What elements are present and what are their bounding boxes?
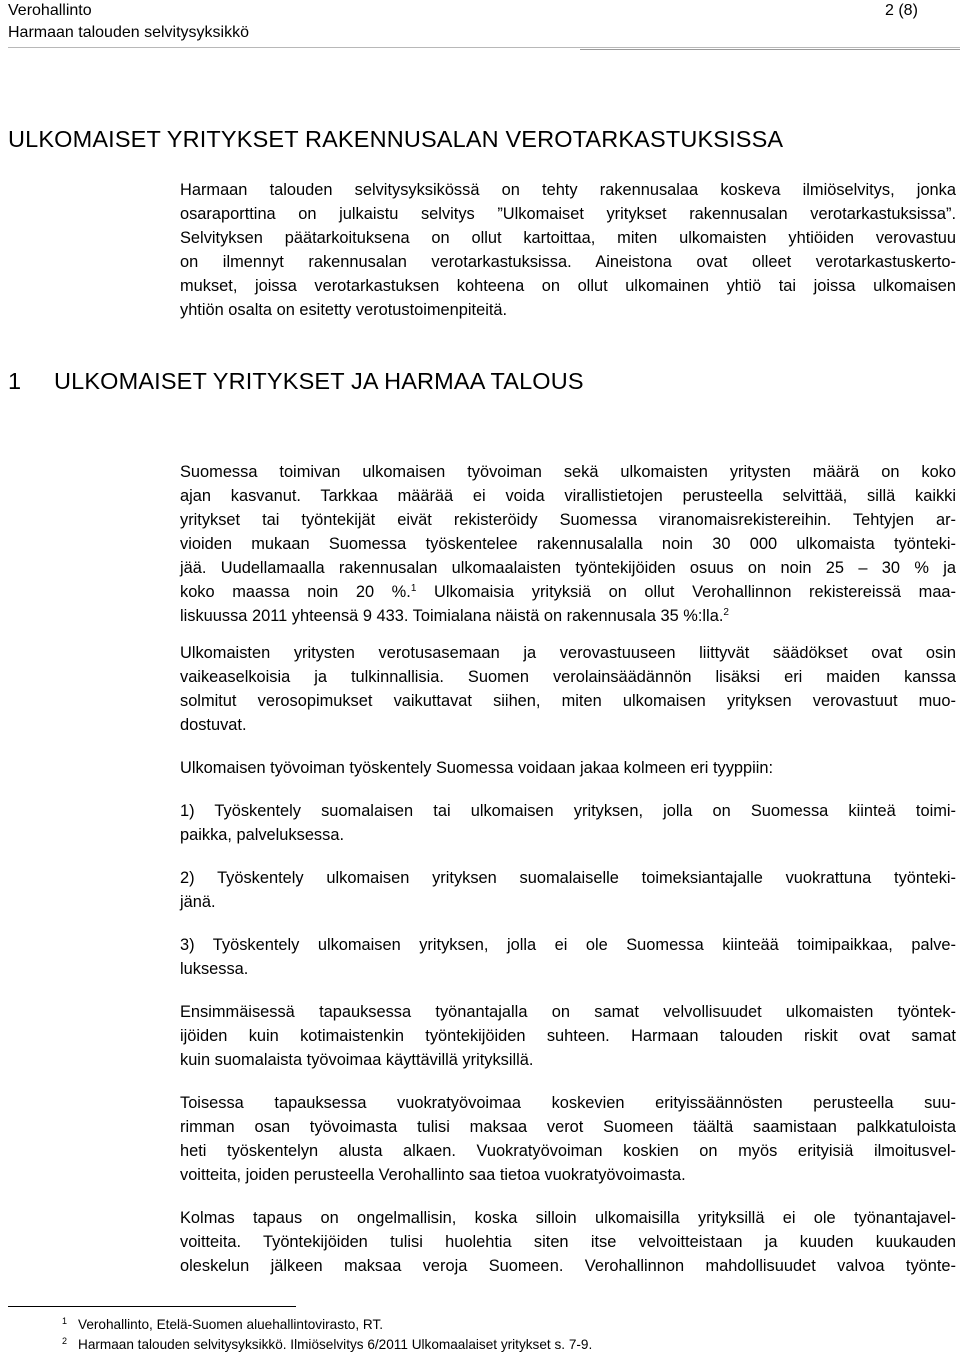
paragraph-text: koko maassa noin 20 %. bbox=[180, 583, 411, 601]
paragraph-line: Ensimmäisessä tapauksessa työnantajalla on samat velvollisuudet ulkomaisten työntek- bbox=[180, 1003, 956, 1021]
document-title: ULKOMAISET YRITYKSET RAKENNUSALAN VEROTARKASTUKSISSA bbox=[8, 126, 784, 152]
intro-line: on ilmennyt rakennusalan verotarkastuksissa. Aineistona ovat olleet verotarkastuskerto- bbox=[180, 253, 956, 271]
paragraph-line: voitteita, joiden perusteella Verohallinto saa tietoa vuokratyövoimasta. bbox=[180, 1166, 686, 1184]
list-item-line: 3) Työskentely ulkomaisen yrityksen, jolla ei ole Suomessa kiinteää toimipaikkaa, palve- bbox=[180, 936, 956, 954]
paragraph-line bbox=[180, 580, 956, 604]
paragraph-3: Ulkomaisen työvoiman työskentely Suomessa voidaan jakaa kolmeen eri tyyppiin: bbox=[180, 759, 774, 777]
list-item-line: 2) Työskentely ulkomaisen yrityksen suomalaiselle toimeksiantajalle vuokrattuna työnteki- bbox=[180, 869, 956, 887]
list-item-line: luksessa. bbox=[180, 960, 249, 978]
paragraph-line: vioiden mukaan Suomessa työskentelee rakennusalalla noin 30 000 ulkomaista työnteki- bbox=[180, 535, 956, 553]
paragraph-line: Toisessa tapauksessa vuokratyövoimaa koskevien erityissäännösten perusteella suu- bbox=[180, 1094, 956, 1112]
intro-line: osaraporttina on julkaistu selvitys ”Ulkomaiset yritykset rakennusalan verotarkastuksissa”. bbox=[180, 205, 956, 223]
paragraph-text: Ulkomaisia yrityksiä on ollut Verohallinnon rekistereissä maa- bbox=[416, 583, 957, 601]
paragraph-line: rimman osan työvoimasta tulisi maksaa verot Suomeen täältä saamistaan palkkatuloista bbox=[180, 1118, 956, 1136]
section-title: ULKOMAISET YRITYKSET JA HARMAA TALOUS bbox=[54, 368, 584, 394]
intro-line: Selvityksen päätarkoituksena on ollut kartoittaa, miten ulkomaisten yhtiöiden verovastuu bbox=[180, 229, 956, 247]
paragraph-line bbox=[180, 604, 956, 628]
intro-line: mukset, joissa verotarkastuksen kohteena on ollut ulkomainen yhtiö tai joissa ulkomaisen bbox=[180, 277, 956, 295]
header-org: Verohallinto bbox=[8, 2, 92, 19]
paragraph-line: ijöiden kuin kotimaistenkin työntekijöiden suhteen. Harmaan talouden riskit ovat samat bbox=[180, 1027, 956, 1045]
paragraph-line: kuin suomalaista työvoimaa käyttävillä yrityksillä. bbox=[180, 1051, 534, 1069]
paragraph-line: heti työskentelyn alusta alkaen. Vuokratyövoiman koskien on myös erityisiä ilmoitusvel- bbox=[180, 1142, 956, 1160]
list-item-line: jänä. bbox=[180, 893, 216, 911]
paragraph-line: yritykset tai työntekijät eivät rekisteröidy Suomessa viranomaisrekistereihin. Tehtyjen ar- bbox=[180, 511, 956, 529]
list-item-line: 1) Työskentely suomalaisen tai ulkomaisen yrityksen, jolla on Suomessa kiinteä toimi- bbox=[180, 802, 956, 820]
paragraph-line: jää. Uudellamaalla rakennusalan ulkomaalaisten työntekijöiden osuus on noin 25 – 30 % ja bbox=[180, 559, 956, 577]
footnote-text: Harmaan talouden selvitysyksikkö. Ilmiöselvitys 6/2011 Ulkomaalaiset yritykset s. 7-9. bbox=[78, 1337, 593, 1352]
footnote-2: $^2$ Harmaan talouden selvitysyksikkö. Ilmiöselvitys 6/2011 Ulkomaalaiset yritykset s. 7-9. bbox=[62, 1336, 593, 1352]
paragraph-line: ajan kasvanut. Tarkkaa määrää ei voida virallistietojen perusteella selvittää, sillä kaikki bbox=[180, 487, 956, 505]
footnote-ref-1[interactable]: 1 bbox=[410, 583, 417, 594]
paragraph-line: solmitut verosopimukset vaikuttavat siihen, miten ulkomaisen yrityksen verovastuut muo- bbox=[180, 692, 956, 710]
header-unit: Harmaan talouden selvitysyksikkö bbox=[8, 24, 249, 41]
paragraph-line: Kolmas tapaus on ongelmallisin, koska silloin ulkomaisilla yrityksillä ei ole työnantajavel- bbox=[180, 1209, 956, 1227]
page-number: 2 (8) bbox=[885, 2, 918, 19]
paragraph-line: vaikeaselkoisia ja tulkinnallisia. Suomen verolainsäädännön lisäksi eri maiden kanssa bbox=[180, 668, 956, 686]
footnote-divider bbox=[8, 1306, 296, 1307]
footnote-1: $^1$ Verohallinto, Etelä-Suomen aluehallintovirasto, RT. bbox=[62, 1316, 384, 1332]
paragraph-line: oleskelun jälkeen maksaa veroja Suomeen. Verohallinnon mahdollisuudet valvoa työnte- bbox=[180, 1257, 956, 1275]
list-item-line: paikka, palveluksessa. bbox=[180, 826, 344, 844]
section-number: 1 bbox=[8, 368, 22, 394]
header-divider bbox=[8, 47, 960, 48]
paragraph-line: dostuvat. bbox=[180, 716, 247, 734]
section-heading bbox=[8, 366, 584, 396]
paragraph-line: voitteita. Työntekijöiden tulisi huolehtia siten itse velvoitteistaan ja kuuden kuukauden bbox=[180, 1233, 956, 1251]
intro-line: yhtiön osalta on esitetty verotustoimenpiteitä. bbox=[180, 301, 508, 319]
intro-line: Harmaan talouden selvitysyksikössä on tehty rakennusalaa koskeva ilmiöselvitys, jonka bbox=[180, 181, 956, 199]
paragraph-line: Suomessa toimivan ulkomaisen työvoiman sekä ulkomaisten yritysten määrä on koko bbox=[180, 463, 956, 481]
paragraph-line: Ulkomaisten yritysten verotusasemaan ja verovastuuseen liittyvät säädökset ovat osin bbox=[180, 644, 956, 662]
header-divider-secondary bbox=[580, 49, 960, 50]
footnote-text: Verohallinto, Etelä-Suomen aluehallintovirasto, RT. bbox=[78, 1317, 384, 1332]
footnote-ref-2[interactable]: 2 bbox=[723, 607, 729, 618]
paragraph-text: liskuussa 2011 yhteensä 9 433. Toimialana näistä on rakennusala 35 %:lla. bbox=[180, 607, 724, 625]
